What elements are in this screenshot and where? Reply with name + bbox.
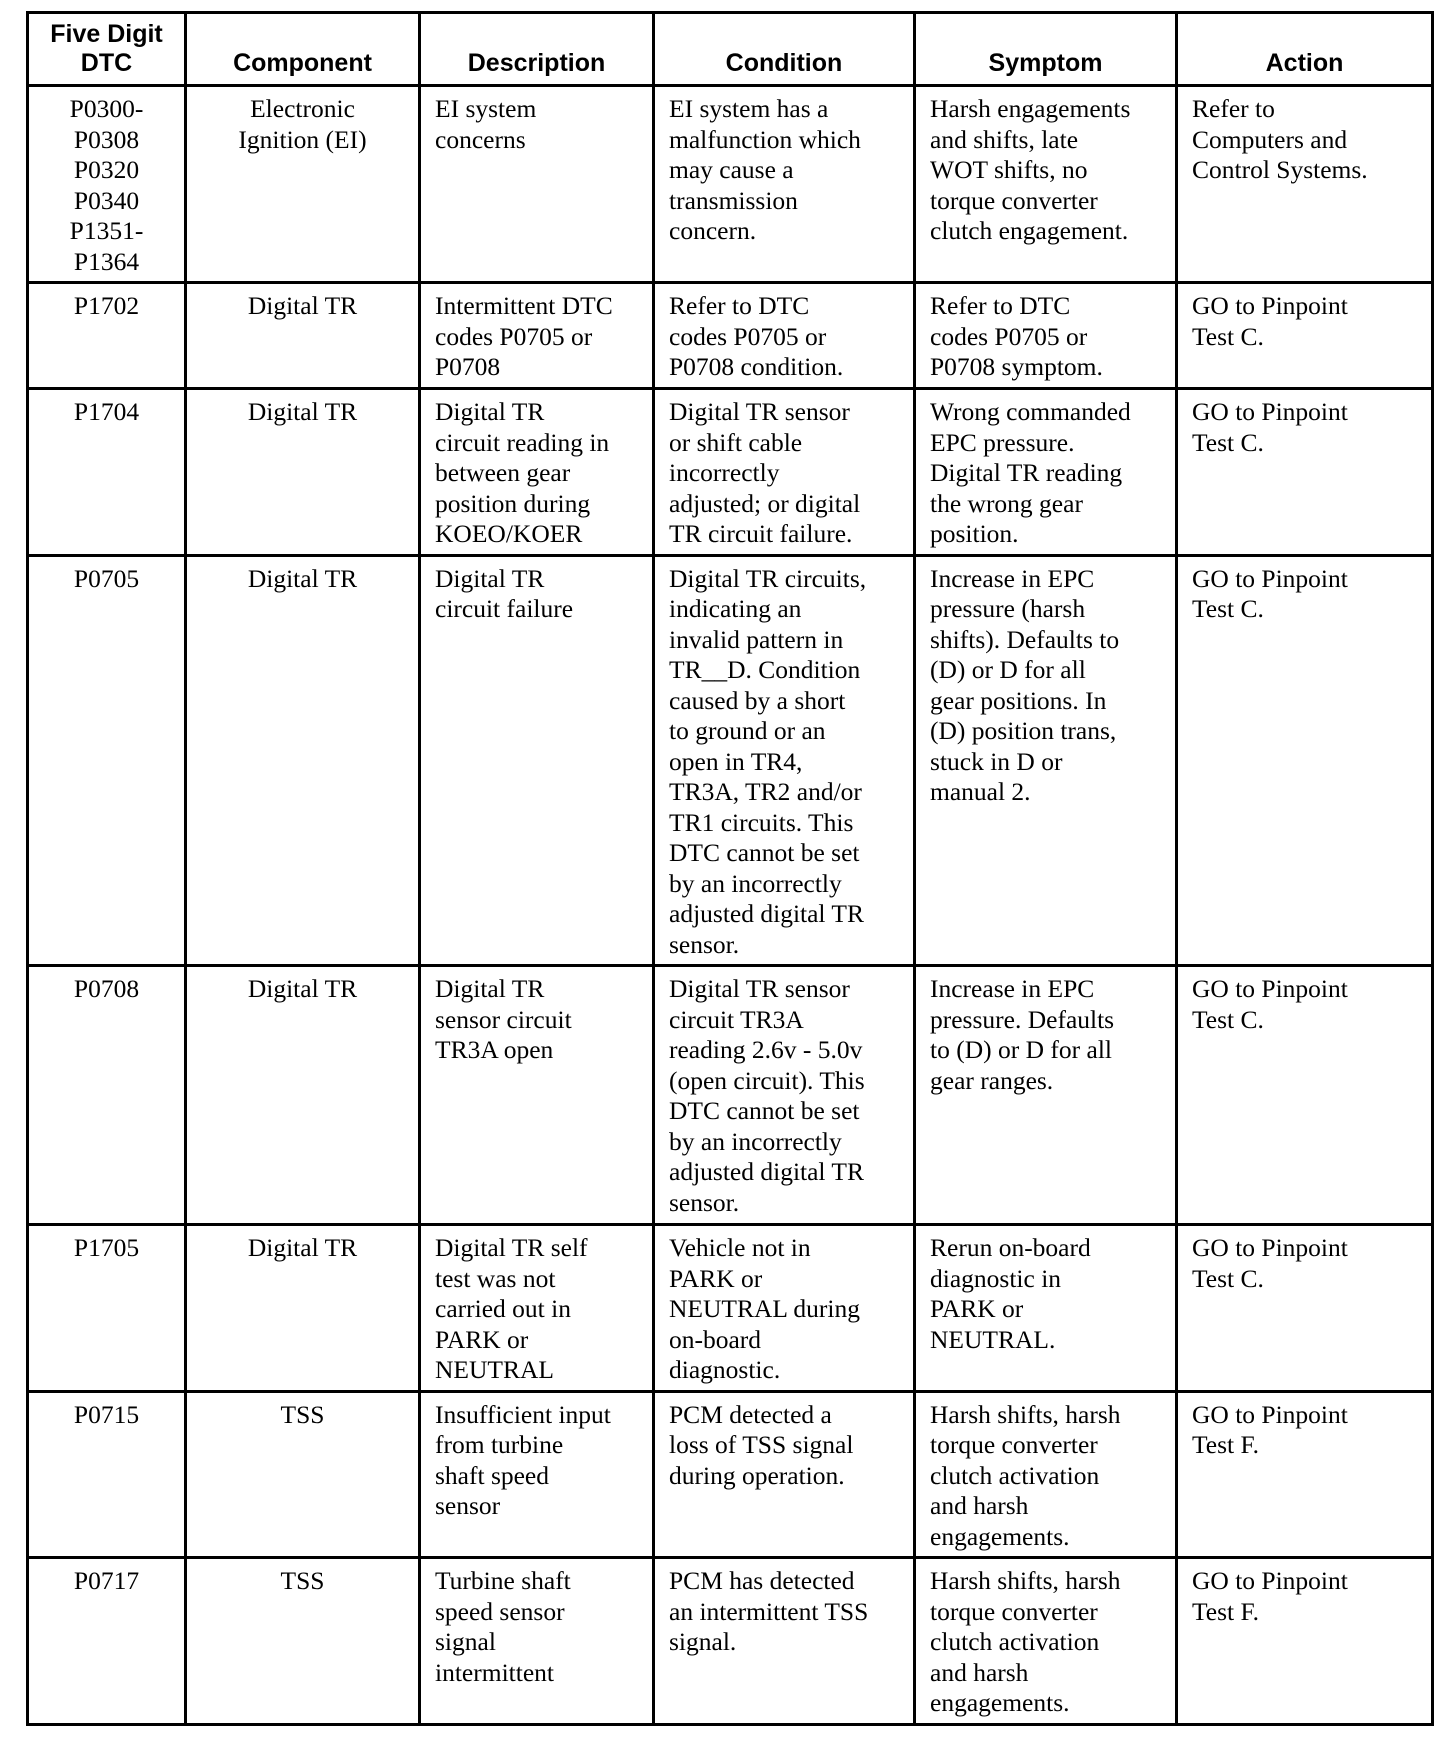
- cell-line: Increase in EPC: [930, 563, 1095, 593]
- header-component: Component: [186, 13, 420, 86]
- cell-line: Test C.: [1192, 1263, 1264, 1293]
- cell-component: [186, 86, 420, 283]
- cell-symptom: [915, 1558, 1177, 1725]
- header-line: Five Digit: [50, 20, 163, 48]
- cell-line: Refer to: [1192, 94, 1275, 123]
- cell-line: torque converter: [930, 1596, 1098, 1626]
- cell-line: Test F.: [1192, 1596, 1260, 1626]
- table-row: [28, 1558, 1433, 1725]
- cell-line: PCM detected a: [669, 1399, 832, 1429]
- cell-dtc: [28, 1558, 186, 1725]
- cell-line: Digital TR circuits,: [669, 563, 867, 593]
- cell-line: speed sensor: [435, 1596, 565, 1626]
- cell-line: from turbine: [435, 1430, 564, 1459]
- cell-line: concern.: [669, 216, 757, 245]
- cell-line: PCM has detected: [669, 1566, 855, 1595]
- cell-line: Harsh engagements: [930, 94, 1131, 123]
- cell-line: Digital TR sensor: [669, 974, 850, 1003]
- table-row: [28, 1225, 1433, 1392]
- cell-line: diagnostic.: [669, 1355, 781, 1384]
- cell-line: PARK or: [669, 1263, 763, 1293]
- cell-action: [1177, 1558, 1433, 1725]
- cell-line: invalid pattern in: [669, 624, 844, 654]
- cell-line: gear positions. In: [930, 685, 1107, 715]
- cell-action: [1177, 389, 1433, 556]
- cell-line: KOEO/KOER: [435, 519, 583, 548]
- cell-line: TR__D. Condition: [669, 655, 861, 684]
- cell-line: TR3A open: [435, 1035, 554, 1064]
- cell-condition: [654, 283, 915, 389]
- cell-dtc: [28, 555, 186, 966]
- cell-line: incorrectly: [669, 458, 780, 487]
- cell-line: P0340: [73, 185, 140, 215]
- cell-line: P0708: [73, 974, 140, 1003]
- cell-action: [1177, 1225, 1433, 1392]
- cell-line: Control Systems.: [1192, 155, 1368, 184]
- cell-line: engagements.: [930, 1688, 1070, 1717]
- cell-line: Digital TR self: [435, 1233, 588, 1262]
- cell-line: Rerun on-board: [930, 1233, 1091, 1262]
- cell-line: Digital TR reading: [930, 458, 1123, 487]
- header-description: Description: [420, 13, 654, 86]
- cell-line: EI system has a: [669, 94, 829, 123]
- cell-component: [186, 1558, 420, 1725]
- cell-line: Harsh shifts, harsh: [930, 1399, 1121, 1429]
- cell-line: Ignition (EI): [238, 124, 367, 154]
- table-row: [28, 283, 1433, 389]
- table-row: [28, 86, 1433, 283]
- cell-line: or shift cable: [669, 427, 803, 457]
- cell-line: test was not: [435, 1263, 556, 1293]
- cell-line: PARK or: [930, 1294, 1024, 1323]
- cell-dtc: [28, 389, 186, 556]
- cell-line: NEUTRAL during: [669, 1294, 860, 1323]
- cell-symptom: [915, 1225, 1177, 1392]
- cell-line: codes P0705 or: [669, 321, 827, 351]
- cell-line: signal: [435, 1627, 496, 1656]
- cell-line: intermittent: [435, 1657, 554, 1687]
- dtc-table: [26, 11, 1434, 1726]
- cell-symptom: [915, 966, 1177, 1225]
- cell-line: Test F.: [1192, 1430, 1260, 1459]
- cell-line: Digital TR: [247, 974, 358, 1003]
- cell-line: DTC cannot be set: [669, 1096, 860, 1125]
- cell-line: Harsh shifts, harsh: [930, 1566, 1121, 1595]
- cell-line: Refer to DTC: [669, 291, 810, 320]
- cell-line: GO to Pinpoint: [1192, 1566, 1348, 1595]
- cell-line: Test C.: [1192, 594, 1264, 623]
- cell-condition: [654, 389, 915, 556]
- cell-line: GO to Pinpoint: [1192, 563, 1348, 593]
- cell-line: sensor circuit: [435, 1004, 572, 1034]
- cell-component: [186, 1391, 420, 1558]
- cell-line: Wrong commanded: [930, 397, 1131, 426]
- cell-line: P1351-: [69, 216, 144, 245]
- cell-line: Digital TR: [435, 563, 545, 593]
- cell-line: clutch engagement.: [930, 216, 1129, 245]
- cell-line: position.: [930, 519, 1019, 548]
- cell-condition: [654, 1225, 915, 1392]
- cell-line: by an incorrectly: [669, 1126, 842, 1156]
- cell-symptom: [915, 555, 1177, 966]
- cell-dtc: [28, 1391, 186, 1558]
- cell-line: to (D) or D for all: [930, 1035, 1112, 1064]
- cell-line: circuit TR3A: [669, 1004, 804, 1034]
- cell-description: [420, 966, 654, 1225]
- cell-symptom: [915, 283, 1177, 389]
- cell-component: [186, 283, 420, 389]
- cell-line: P0320: [73, 155, 140, 184]
- cell-line: indicating an: [669, 594, 802, 623]
- cell-action: [1177, 86, 1433, 283]
- cell-line: during operation.: [669, 1460, 845, 1490]
- cell-line: open in TR4,: [669, 746, 803, 776]
- cell-line: clutch activation: [930, 1460, 1100, 1490]
- cell-dtc: [28, 283, 186, 389]
- header-row: [28, 13, 1433, 86]
- cell-line: TR3A, TR2 and/or: [669, 777, 862, 806]
- cell-line: position during: [435, 488, 591, 518]
- cell-condition: [654, 1391, 915, 1558]
- header-line: DTC: [80, 49, 133, 77]
- cell-line: pressure. Defaults: [930, 1004, 1115, 1034]
- cell-line: TSS: [280, 1399, 325, 1429]
- cell-description: [420, 1225, 654, 1392]
- cell-line: concerns: [435, 124, 526, 154]
- cell-description: [420, 1558, 654, 1725]
- cell-line: between gear: [435, 458, 571, 487]
- cell-line: NEUTRAL: [435, 1355, 554, 1384]
- cell-line: WOT shifts, no: [930, 155, 1088, 184]
- cell-line: TSS: [280, 1566, 325, 1595]
- cell-condition: [654, 555, 915, 966]
- cell-line: GO to Pinpoint: [1192, 974, 1348, 1003]
- cell-line: Insufficient input: [435, 1399, 611, 1429]
- cell-line: Intermittent DTC: [435, 291, 613, 320]
- cell-line: signal.: [669, 1627, 737, 1656]
- cell-component: [186, 555, 420, 966]
- cell-line: P1705: [73, 1233, 140, 1262]
- cell-description: [420, 389, 654, 556]
- cell-line: circuit reading in: [435, 427, 610, 457]
- table-row: [28, 555, 1433, 966]
- cell-line: Digital TR sensor: [669, 397, 850, 426]
- cell-description: [420, 1391, 654, 1558]
- cell-line: Digital TR: [435, 397, 545, 426]
- cell-line: Digital TR: [247, 291, 358, 320]
- cell-line: P1702: [73, 291, 140, 320]
- cell-line: P0715: [73, 1399, 140, 1429]
- cell-line: adjusted; or digital: [669, 488, 861, 518]
- cell-symptom: [915, 389, 1177, 556]
- cell-line: sensor.: [669, 929, 740, 959]
- cell-action: [1177, 555, 1433, 966]
- cell-line: P1364: [73, 246, 140, 276]
- cell-line: (D) or D for all: [930, 655, 1086, 684]
- cell-line: circuit failure: [435, 594, 574, 623]
- cell-symptom: [915, 1391, 1177, 1558]
- cell-line: P0717: [73, 1566, 140, 1595]
- cell-line: Increase in EPC: [930, 974, 1095, 1003]
- cell-line: the wrong gear: [930, 488, 1083, 518]
- cell-line: transmission: [669, 185, 798, 215]
- cell-action: [1177, 1391, 1433, 1558]
- cell-line: (open circuit). This: [669, 1065, 865, 1095]
- cell-line: loss of TSS signal: [669, 1430, 854, 1459]
- cell-symptom: [915, 86, 1177, 283]
- cell-line: an intermittent TSS: [669, 1596, 869, 1626]
- cell-line: manual 2.: [930, 777, 1031, 806]
- cell-line: Digital TR: [247, 397, 358, 426]
- cell-line: torque converter: [930, 1430, 1098, 1459]
- cell-condition: [654, 86, 915, 283]
- cell-line: codes P0705 or: [930, 321, 1088, 351]
- cell-line: Test C.: [1192, 321, 1264, 351]
- cell-line: gear ranges.: [930, 1065, 1054, 1095]
- cell-line: Turbine shaft: [435, 1566, 571, 1595]
- cell-line: EI system: [435, 94, 537, 123]
- cell-line: P1704: [73, 397, 140, 426]
- cell-dtc: [28, 86, 186, 283]
- cell-line: GO to Pinpoint: [1192, 291, 1348, 320]
- cell-line: Digital TR: [247, 1233, 358, 1262]
- cell-line: and harsh: [930, 1491, 1029, 1520]
- cell-line: GO to Pinpoint: [1192, 397, 1348, 426]
- cell-line: shaft speed: [435, 1460, 550, 1490]
- cell-action: [1177, 283, 1433, 389]
- cell-description: [420, 86, 654, 283]
- cell-component: [186, 1225, 420, 1392]
- header-condition: Condition: [654, 13, 915, 86]
- cell-line: EPC pressure.: [930, 427, 1075, 457]
- cell-line: Digital TR: [435, 974, 545, 1003]
- cell-line: P0708 symptom.: [930, 352, 1103, 381]
- cell-line: reading 2.6v - 5.0v: [669, 1035, 863, 1064]
- table-row: [28, 1391, 1433, 1558]
- cell-line: Computers and: [1192, 124, 1348, 154]
- cell-condition: [654, 966, 915, 1225]
- cell-line: may cause a: [669, 155, 794, 184]
- cell-line: on-board: [669, 1324, 762, 1354]
- cell-line: GO to Pinpoint: [1192, 1233, 1348, 1262]
- cell-line: torque converter: [930, 185, 1098, 215]
- cell-line: (D) position trans,: [930, 716, 1117, 745]
- cell-line: NEUTRAL.: [930, 1324, 1056, 1354]
- cell-line: engagements.: [930, 1521, 1070, 1551]
- cell-condition: [654, 1558, 915, 1725]
- table-row: [28, 389, 1433, 556]
- cell-line: Vehicle not in: [669, 1233, 811, 1262]
- cell-description: [420, 283, 654, 389]
- cell-line: and shifts, late: [930, 124, 1079, 154]
- cell-line: PARK or: [435, 1324, 529, 1354]
- cell-component: [186, 966, 420, 1225]
- table-row: [28, 966, 1433, 1225]
- cell-line: P0308: [73, 124, 140, 154]
- cell-line: TR1 circuits. This: [669, 807, 854, 837]
- cell-line: sensor: [435, 1491, 501, 1520]
- cell-line: stuck in D or: [930, 746, 1063, 776]
- cell-line: P0708 condition.: [669, 352, 844, 381]
- cell-line: P0300-: [69, 94, 144, 123]
- cell-line: sensor.: [669, 1187, 740, 1217]
- cell-line: carried out in: [435, 1294, 571, 1323]
- cell-description: [420, 555, 654, 966]
- cell-dtc: [28, 1225, 186, 1392]
- cell-line: P0705: [73, 563, 140, 593]
- cell-line: diagnostic in: [930, 1263, 1062, 1293]
- cell-line: TR circuit failure.: [669, 519, 853, 548]
- cell-line: Test C.: [1192, 1004, 1264, 1034]
- cell-line: Test C.: [1192, 427, 1264, 457]
- cell-line: pressure (harsh: [930, 594, 1086, 623]
- cell-line: to ground or an: [669, 716, 826, 745]
- cell-line: adjusted digital TR: [669, 1157, 865, 1186]
- cell-line: DTC cannot be set: [669, 838, 860, 867]
- cell-line: codes P0705 or: [435, 321, 593, 351]
- cell-line: malfunction which: [669, 124, 861, 154]
- cell-line: and harsh: [930, 1657, 1029, 1687]
- cell-line: P0708: [435, 352, 501, 381]
- cell-dtc: [28, 966, 186, 1225]
- cell-line: caused by a short: [669, 685, 846, 715]
- header-dtc: [28, 13, 186, 86]
- cell-line: Electronic: [250, 94, 355, 123]
- cell-line: by an incorrectly: [669, 868, 842, 898]
- cell-line: shifts). Defaults to: [930, 624, 1120, 654]
- cell-line: GO to Pinpoint: [1192, 1399, 1348, 1429]
- cell-action: [1177, 966, 1433, 1225]
- cell-line: clutch activation: [930, 1627, 1100, 1656]
- cell-line: adjusted digital TR: [669, 899, 865, 928]
- cell-line: Refer to DTC: [930, 291, 1071, 320]
- cell-component: [186, 389, 420, 556]
- header-symptom: Symptom: [915, 13, 1177, 86]
- cell-line: Digital TR: [247, 563, 358, 593]
- header-action: Action: [1177, 13, 1433, 86]
